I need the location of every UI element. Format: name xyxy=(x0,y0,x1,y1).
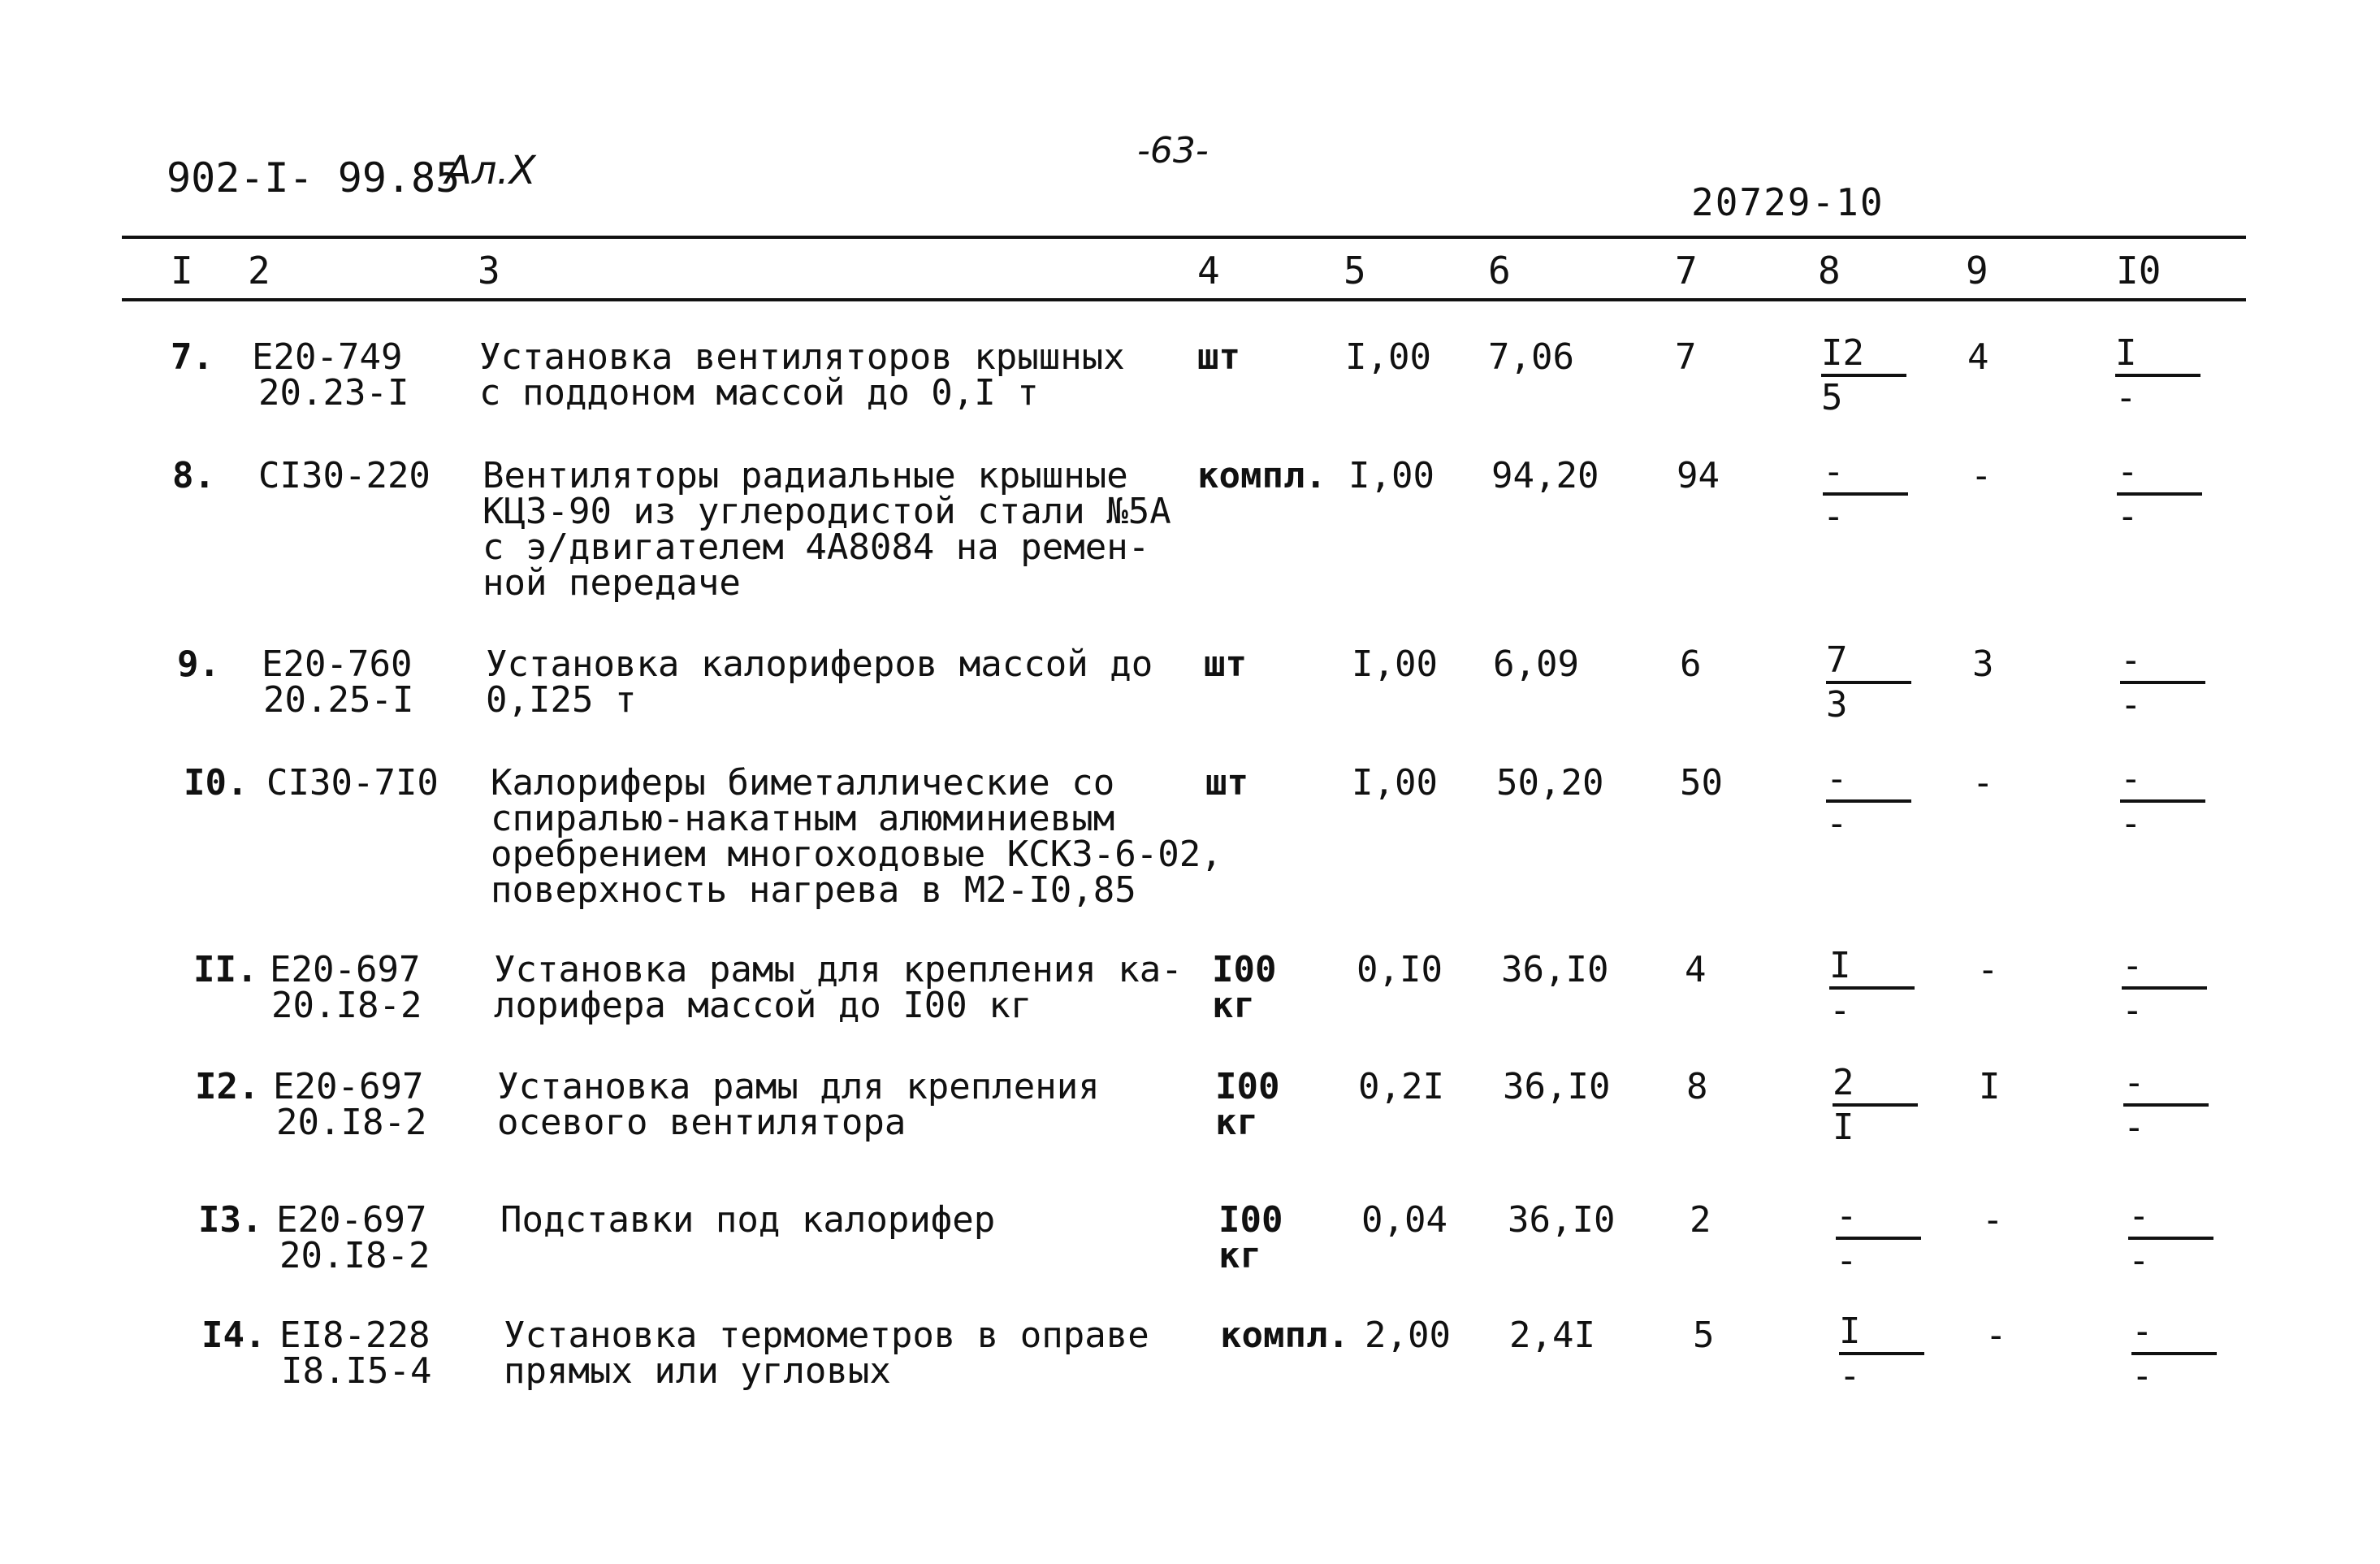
description-line: Установка рамы для крепления xyxy=(497,1066,1100,1107)
col9-value: 4 xyxy=(1967,336,1989,378)
norm-code: CI30-7I0 xyxy=(266,762,439,804)
doc-code: 902-I- 99.85 xyxy=(167,154,461,201)
col8-bottom: 5 xyxy=(1821,377,1843,418)
col8-bottom: - xyxy=(1829,990,1851,1031)
norm-code: EI8-228 xyxy=(279,1315,431,1356)
col8-fraction xyxy=(1836,1196,1933,1280)
col10-fraction xyxy=(2123,1063,2221,1147)
quantity: I,00 xyxy=(1352,762,1438,804)
col10-top: - xyxy=(2120,640,2205,684)
col10-fraction xyxy=(2115,333,2213,418)
col10-bottom: - xyxy=(2120,684,2142,726)
col10-bottom: - xyxy=(2122,990,2144,1031)
col8-bottom: - xyxy=(1839,1355,1861,1397)
col10-top: - xyxy=(2117,452,2202,496)
col-head-5: 5 xyxy=(1344,249,1366,292)
col10-top: - xyxy=(2122,946,2207,990)
row-number: 8. xyxy=(172,455,215,496)
description-line: Установка вентиляторов крышных xyxy=(479,336,1125,378)
quantity: I,00 xyxy=(1352,643,1438,685)
quantity: I,00 xyxy=(1348,455,1434,496)
description-line: Калориферы биметаллические со xyxy=(491,762,1115,804)
description-line: Установка термометров в оправе xyxy=(504,1315,1149,1356)
description-line: 0,I25 т xyxy=(486,679,637,721)
unit-sub: кг xyxy=(1212,985,1255,1026)
col8-top: - xyxy=(1826,759,1911,803)
norm-code: E20-749 xyxy=(252,336,403,378)
col8-bottom: - xyxy=(1826,803,1848,844)
col10-fraction xyxy=(2128,1196,2226,1280)
quantity: 0,2I xyxy=(1358,1066,1444,1107)
description-line: оребрением многоходовые КСК3-6-02, xyxy=(491,834,1222,875)
quantity: 2,00 xyxy=(1365,1315,1451,1356)
norm-code-sub: 20.23-I xyxy=(258,372,409,414)
col8-top: 7 xyxy=(1826,640,1911,684)
unit-price: 36,I0 xyxy=(1501,949,1609,990)
row-number: I4. xyxy=(201,1315,266,1356)
col10-fraction xyxy=(2131,1311,2229,1396)
col9-value: - xyxy=(1977,949,1999,990)
col10-fraction xyxy=(2120,640,2218,725)
col8-top: - xyxy=(1836,1196,1921,1240)
col8-fraction xyxy=(1821,333,1919,418)
col8-fraction xyxy=(1829,946,1927,1030)
description-line: с поддоном массой до 0,I т xyxy=(479,372,1039,414)
row-number: II. xyxy=(193,949,258,990)
unit-sub: кг xyxy=(1218,1235,1261,1276)
col10-top: - xyxy=(2131,1311,2217,1355)
col8-top: 2 xyxy=(1833,1063,1918,1107)
header-top-rule xyxy=(122,236,2246,239)
col10-fraction xyxy=(2122,946,2219,1030)
row-number: 9. xyxy=(177,643,220,685)
total: 8 xyxy=(1686,1066,1708,1107)
quantity: 0,I0 xyxy=(1357,949,1443,990)
col10-fraction xyxy=(2117,452,2214,536)
description-line: Подставки под калорифер xyxy=(500,1199,996,1241)
unit: компл. xyxy=(1220,1315,1349,1356)
col9-value: - xyxy=(1971,455,1993,496)
unit-price: 36,I0 xyxy=(1508,1199,1616,1241)
description-line: ной передаче xyxy=(482,562,741,604)
total: 2 xyxy=(1690,1199,1711,1241)
unit: шт xyxy=(1197,336,1240,378)
norm-code-sub: 20.I8-2 xyxy=(276,1102,427,1143)
col10-top: - xyxy=(2128,1196,2213,1240)
norm-code: E20-697 xyxy=(273,1066,424,1107)
unit-price: 7,06 xyxy=(1488,336,1574,378)
page-number: -63- xyxy=(1137,130,1209,171)
col-head-8: 8 xyxy=(1818,249,1841,292)
description-line: Вентиляторы радиальные крышные xyxy=(482,455,1128,496)
col8-bottom: 3 xyxy=(1826,684,1848,726)
col9-value: - xyxy=(1972,762,1994,804)
norm-code-sub: 20.25-I xyxy=(263,679,414,721)
col-head-1: I xyxy=(171,249,193,292)
row-number: I2. xyxy=(195,1066,260,1107)
unit-price: 2,4I xyxy=(1509,1315,1595,1356)
col9-value: 3 xyxy=(1972,643,1994,685)
col-head-9: 9 xyxy=(1966,249,1988,292)
col-head-7: 7 xyxy=(1675,249,1698,292)
norm-code-sub: 20.I8-2 xyxy=(279,1235,431,1276)
description-line: поверхность нагрева в М2-I0,85 xyxy=(491,869,1136,911)
description-line: прямых или угловых xyxy=(504,1350,891,1392)
col10-top: - xyxy=(2123,1063,2209,1107)
description-line: спиралью-накатным алюминиевым xyxy=(491,798,1115,839)
header-bottom-rule xyxy=(122,298,2246,301)
col8-top: I xyxy=(1839,1311,1924,1355)
description-line: с э/двигателем 4А8084 на ремен- xyxy=(482,526,1150,568)
col8-fraction xyxy=(1839,1311,1936,1396)
col-head-2: 2 xyxy=(248,249,270,292)
norm-code: E20-697 xyxy=(270,949,421,990)
row-number: I3. xyxy=(198,1199,263,1241)
quantity: I,00 xyxy=(1345,336,1431,378)
album-label: Ал.X xyxy=(445,148,536,193)
unit-price: 36,I0 xyxy=(1503,1066,1611,1107)
col8-top: - xyxy=(1823,452,1908,496)
col-head-6: 6 xyxy=(1488,249,1511,292)
norm-code: E20-760 xyxy=(262,643,413,685)
unit-sub: кг xyxy=(1215,1102,1258,1143)
norm-code: E20-697 xyxy=(276,1199,427,1241)
col10-bottom: - xyxy=(2123,1107,2145,1148)
description-line: лорифера массой до I00 кг xyxy=(494,985,1032,1026)
col8-bottom: - xyxy=(1836,1240,1858,1281)
total: 94 xyxy=(1677,455,1720,496)
col8-top: I2 xyxy=(1821,333,1906,377)
total: 5 xyxy=(1693,1315,1715,1356)
unit: I00 xyxy=(1212,949,1277,990)
inventory-number: 20729-10 xyxy=(1691,180,1885,224)
total: 50 xyxy=(1680,762,1723,804)
unit-price: 6,09 xyxy=(1493,643,1579,685)
col8-top: I xyxy=(1829,946,1915,990)
col8-fraction xyxy=(1833,1063,1930,1147)
description-line: осевого вентилятора xyxy=(497,1102,907,1143)
unit: шт xyxy=(1205,762,1248,804)
total: 6 xyxy=(1680,643,1702,685)
col10-bottom: - xyxy=(2115,377,2137,418)
quantity: 0,04 xyxy=(1361,1199,1447,1241)
col8-bottom: - xyxy=(1823,496,1845,537)
norm-code-sub: I8.I5-4 xyxy=(281,1350,432,1392)
row-number: I0. xyxy=(184,762,249,804)
unit: I00 xyxy=(1218,1199,1283,1241)
col9-value: - xyxy=(1985,1315,2007,1356)
unit-price: 50,20 xyxy=(1496,762,1604,804)
row-number: 7. xyxy=(171,336,214,378)
col9-value: - xyxy=(1982,1199,2004,1241)
col9-value: I xyxy=(1979,1066,2001,1107)
col-head-4: 4 xyxy=(1197,249,1220,292)
col10-bottom: - xyxy=(2117,496,2139,537)
unit: шт xyxy=(1204,643,1247,685)
unit-price: 94,20 xyxy=(1491,455,1599,496)
col10-top: - xyxy=(2120,759,2205,803)
col8-bottom: I xyxy=(1833,1107,1854,1148)
unit: компл. xyxy=(1197,455,1326,496)
col10-fraction xyxy=(2120,759,2218,843)
norm-code-sub: 20.I8-2 xyxy=(271,985,422,1026)
col10-bottom: - xyxy=(2120,803,2142,844)
col-head-10: I0 xyxy=(2116,249,2161,292)
col10-top: I xyxy=(2115,333,2200,377)
description-line: КЦ3-90 из углеродистой стали №5А xyxy=(482,491,1171,532)
col8-fraction xyxy=(1823,452,1920,536)
col8-fraction xyxy=(1826,759,1923,843)
unit: I00 xyxy=(1215,1066,1280,1107)
col10-bottom: - xyxy=(2128,1240,2150,1281)
norm-code: CI30-220 xyxy=(258,455,431,496)
description-line: Установка калориферов массой до xyxy=(486,643,1153,685)
total: 7 xyxy=(1675,336,1697,378)
description-line: Установка рамы для крепления ка- xyxy=(494,949,1183,990)
col-head-3: 3 xyxy=(478,249,500,292)
total: 4 xyxy=(1685,949,1707,990)
col10-bottom: - xyxy=(2131,1355,2153,1397)
col8-fraction xyxy=(1826,640,1923,725)
